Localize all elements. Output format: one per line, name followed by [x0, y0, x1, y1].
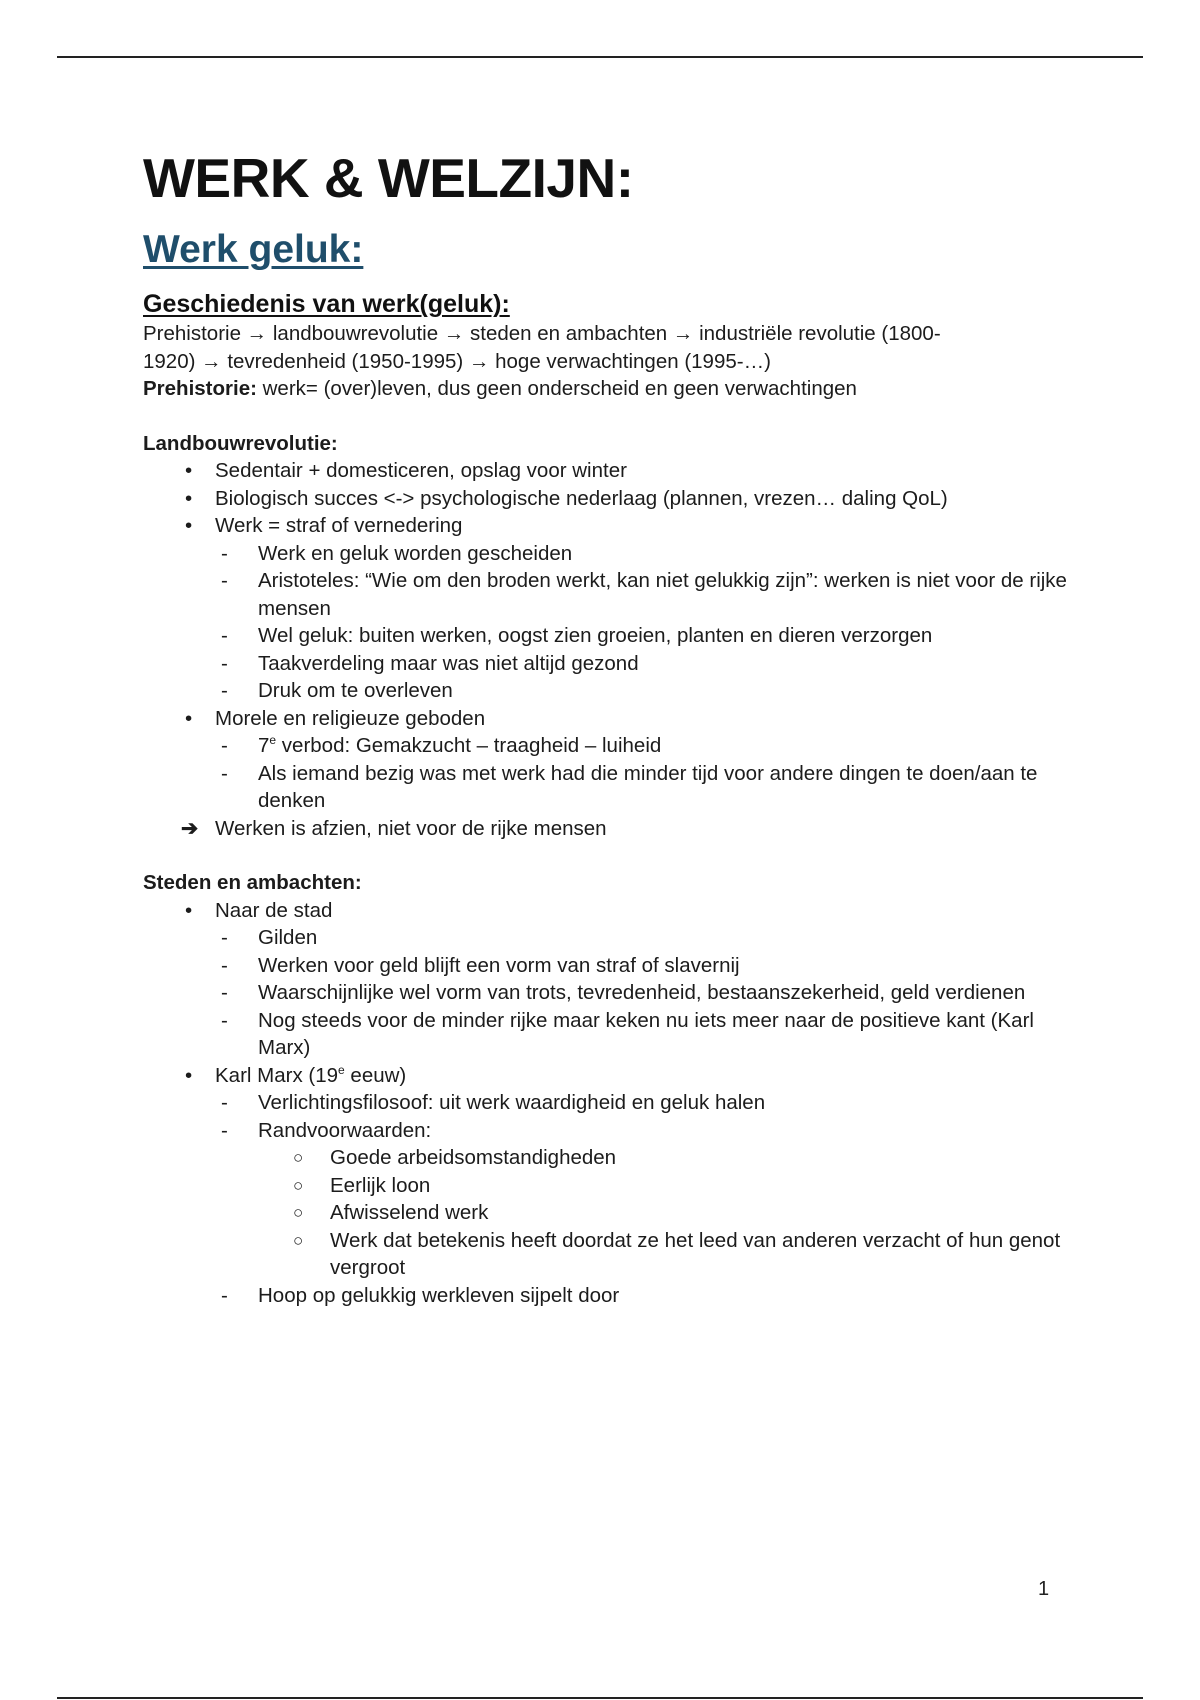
list-subitem: - Taakverdeling maar was niet altijd gezond [143, 650, 1073, 678]
dash-icon: - [221, 569, 228, 592]
conclusion-item: ➔ Werken is afzien, niet voor de rijke mensen [143, 815, 1073, 843]
arrow-right-icon: ➔ [181, 816, 199, 840]
top-rule [57, 56, 1143, 58]
list-subitem: - 7e verbod: Gemakzucht – traagheid – luiheid [143, 732, 1073, 760]
dash-icon: - [221, 1118, 228, 1142]
bullet-icon: • [185, 486, 193, 510]
intro-line-1: Prehistorie → landbouwrevolutie → steden en ambachten → industriële revolutie (1800- [143, 322, 941, 345]
list-item: • Biologisch succes <-> psychologische nederlaag (plannen, vrezen… daling QoL) [143, 485, 1073, 513]
list-subsubitem: ○ Afwisselend werk [143, 1199, 1073, 1227]
dash-icon: - [221, 1091, 228, 1114]
dash-icon: - [221, 761, 228, 785]
list-item: • Werk = straf of vernedering [143, 512, 1073, 540]
dash-icon: - [221, 926, 228, 949]
subsection-title: Geschiedenis van werk(geluk): [143, 290, 510, 318]
list-item: • Sedentair + domesticeren, opslag voor winter [143, 457, 1073, 485]
dash-icon: - [221, 1283, 228, 1307]
list-subitem: - Randvoorwaarden: [143, 1117, 1073, 1145]
intro-line-2: 1920) → tevredenheid (1950-1995) → hoge verwachtingen (1995-…) [143, 349, 771, 373]
prehistorie-text: werk= (over)leven, dus geen onderscheid en geen verwachtingen [256, 377, 857, 400]
list-item: • Morele en religieuze geboden [143, 705, 1073, 733]
prehistorie-line [143, 375, 1073, 403]
bottom-rule [57, 1697, 1143, 1699]
bullet-icon: • [185, 706, 193, 730]
list-subitem: - Gilden [143, 924, 1073, 952]
prehistorie-label: Prehistorie: [143, 377, 257, 400]
list-item: • Naar de stad [143, 897, 1073, 925]
list-subsubitem: ○ Eerlijk loon [143, 1172, 1073, 1200]
bullet-icon: • [185, 459, 193, 482]
list-subsubitem: ○ Goede arbeidsomstandigheden [143, 1144, 1073, 1172]
page-number: 1 [1038, 1578, 1050, 1600]
list-subitem: - Hoop op gelukkig werkleven sijpelt door [143, 1282, 1073, 1310]
circle-bullet-icon: ○ [293, 1175, 304, 1195]
list-subitem: - Werken voor geld blijft een vorm van straf of slavernij [143, 952, 1073, 980]
bullet-icon: • [185, 1063, 193, 1087]
dash-icon: - [221, 981, 228, 1004]
list-subsubitem: ○ Werk dat betekenis heeft doordat ze het leed van anderen verzacht of hun genot vergroot [293, 1228, 1061, 1279]
dash-icon: - [221, 734, 228, 757]
list-subitem: - Druk om te overleven [143, 677, 1073, 705]
steden-heading: Steden en ambachten: [143, 871, 362, 894]
circle-bullet-icon: ○ [293, 1203, 304, 1222]
list-subitem: - Nog steeds voor de minder rijke maar keken nu iets meer naar de positieve kant (Karl Marx) [221, 1008, 1034, 1059]
list-item: • Karl Marx (19e eeuw) [143, 1062, 1073, 1090]
dash-icon: - [221, 624, 228, 647]
dash-icon: - [221, 1008, 228, 1032]
list-subitem: - Verlichtingsfilosoof: uit werk waardigheid en geluk halen [143, 1089, 1073, 1117]
landbouw-heading: Landbouwrevolutie: [143, 431, 338, 455]
dash-icon: - [221, 679, 228, 702]
landbouw-list [143, 457, 1073, 842]
dash-icon: - [221, 541, 228, 565]
dash-icon: - [221, 953, 228, 977]
list-subitem: - Als iemand bezig was met werk had die minder tijd voor andere dingen te doen/aan te denken [221, 761, 1038, 812]
document-body [143, 140, 1073, 1309]
list-subitem: - Wel geluk: buiten werken, oogst zien groeien, planten en dieren verzorgen [143, 622, 1073, 650]
steden-list [143, 897, 1073, 1310]
document-title: WERK & WELZIJN: [143, 147, 634, 209]
circle-bullet-icon: ○ [293, 1230, 304, 1250]
list-subitem: - Aristoteles: “Wie om den broden werkt, kan niet gelukkig zijn”: werken is niet voor de rijke mensen [221, 569, 1067, 620]
bullet-icon: • [185, 898, 193, 922]
bullet-icon: • [185, 514, 193, 537]
list-subitem: - Waarschijnlijke wel vorm van trots, tevredenheid, bestaanszekerheid, geld verdienen [143, 979, 1073, 1007]
dash-icon: - [221, 651, 228, 675]
section-title: Werk geluk: [143, 228, 364, 271]
circle-bullet-icon: ○ [293, 1148, 304, 1167]
list-subitem: - Werk en geluk worden gescheiden [143, 540, 1073, 568]
